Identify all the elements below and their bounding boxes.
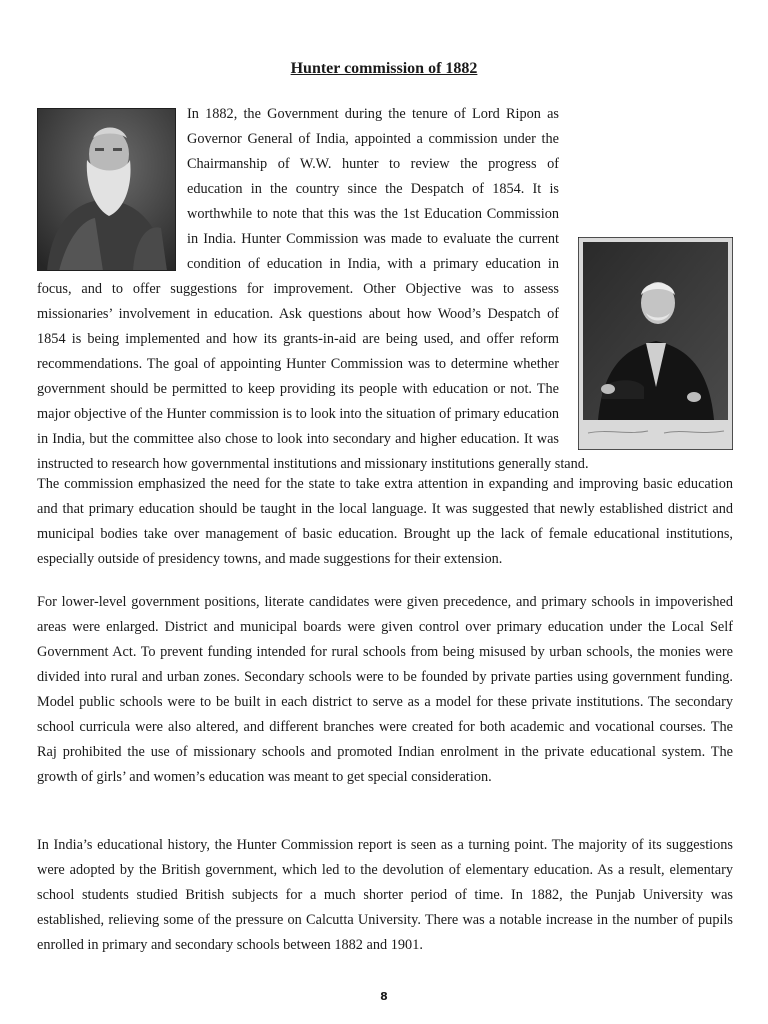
paragraph-intro-text: In 1882, the Government during the tenure of Lord Ripon as Governor General of India, appointed a commission under the Chairmanship of W.W. hunter to review the progress of education in the country since the Despatch of 1854. It is worthwhile to note that this was the 1st Education Commission in India. Hunter Commission was made to evaluate the current condition of education in India, with a primary education in focus, and to offer suggestions for improvement. Other Objective was to assess missionaries’ involvement in education. Ask questions about how Wood’s Despatch of 1854 is being implemented and how its grants-in-aid are being used, and offer reform recommendations. The goal of appointing Hunter Commission was to determine whether government should be permitted to keep providing its people with education or not. The major objective of the Hunter commission is to look into the situation of primary education in India, but the committee also chose to look into secondary and higher education. It was instructed to research how governmental institutions and missionary institutions generally stand.	[37, 106, 589, 472]
paragraph-emphasis: The commission emphasized the need for the state to take extra attention in expanding and improving basic education and that primary education should be taught in the local language. It was suggested that newly established district and municipal bodies take over management of basic education. Brought up the lack of female educational institutions, especially outside of presidency towns, and made suggestions for their extension.	[37, 476, 733, 567]
paragraph-legacy: In India’s educational history, the Hunter Commission report is seen as a turning point. The majority of its suggestions were adopted by the British government, which led to the devolution of elementary education. As a result, elementary school students studied British subjects for a much shorter period of time. In 1882, the Punjab University was established, relieving some of the pressure on Calcutta University. There was a notable increase in the number of pupils enrolled in primary and secondary schools between 1882 and 1901.	[37, 837, 733, 953]
paragraph-reforms: For lower-level government positions, literate candidates were given precedence, and primary schools in impoverished areas were enlarged. District and municipal boards were given control over primary education under the Local Self Government Act. To prevent funding intended for rural schools from being misused by urban schools, the monies were divided into rural and urban zones. Secondary schools were to be founded by private parties using government funding. Model public schools were to be built in each district to serve as a model for these private institutions. The secondary school curricula were also altered, and different branches were created for both academic and vocational courses. The Raj prohibited the use of missionary schools and promoted Indian enrolment in the private educational system. The growth of girls’ and women’s education was meant to get special consideration.	[37, 594, 733, 785]
float-spacer-right	[559, 238, 733, 450]
page-number: 8	[380, 990, 388, 1003]
page-title: Hunter commission of 1882	[290, 60, 478, 77]
paragraph-intro	[37, 102, 733, 477]
float-spacer-left	[37, 102, 187, 274]
